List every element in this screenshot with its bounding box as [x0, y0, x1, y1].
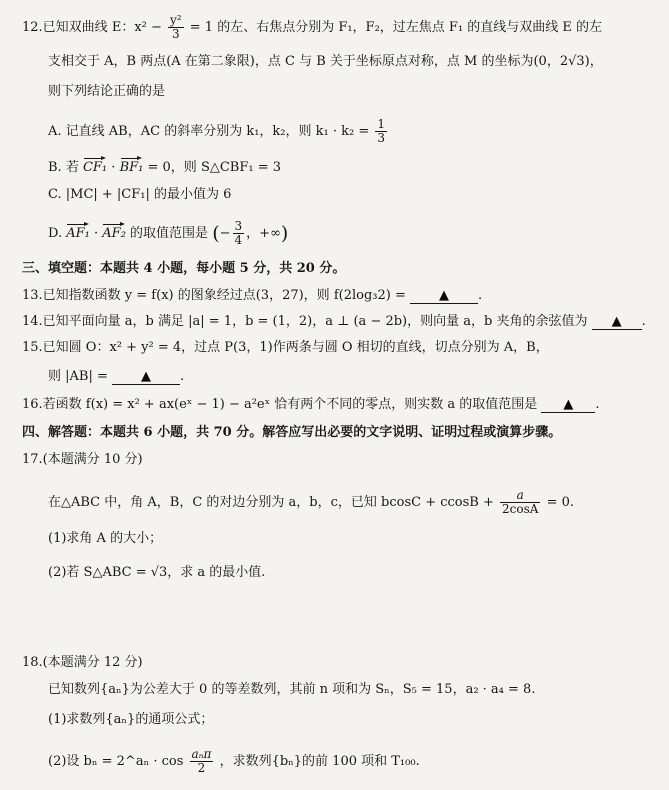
triangle-icon: ▲: [141, 369, 151, 384]
q14-period: .: [641, 314, 646, 329]
triangle-icon: ▲: [563, 397, 574, 412]
q17-fraction: [500, 489, 540, 516]
q17-fraction-den: 2cosA: [502, 502, 539, 516]
q16-period: .: [595, 397, 600, 412]
q18-fraction-den: 2: [197, 761, 206, 775]
q16-text: 16.若函数 f(x) = x² + ax(eˣ − 1) − a²eˣ 恰有两个不同的零点，则实数 a 的取值范围是: [22, 397, 538, 412]
q13-answer-blank[interactable]: [410, 289, 478, 304]
q18-statement: 已知数列{aₙ}为公差大于 0 的等差数列，其前 n 项和为 Sₙ，S₅ = 15，a₂ · a₄ = 8.: [48, 682, 536, 697]
q18-fraction-num: aₙπ: [191, 747, 212, 761]
q12-curve-rest: = 1 的左、右焦点分别为 F₁，F₂，过左焦点 F₁ 的直线与双曲线 E 的左: [189, 20, 603, 35]
q12-option-d-text: 的取值范围是: [130, 226, 209, 241]
q12-option-d: D. AF₁ · AF₂ 的取值范围是 (− $\frac{3}{4}$ ，+∞): [48, 219, 289, 247]
q15-text: 则 |AB| =: [48, 369, 108, 384]
q12-option-b-prefix: B. 若: [48, 160, 79, 175]
q18-part1: (1)求数列{aₙ}的通项公式；: [48, 712, 214, 727]
q12-line2: 支相交于 A，B 两点(A 在第二象限)，点 C 与 B 关于坐标原点对称，点 M 的坐标为(0，2√3)，: [48, 54, 603, 69]
vector-bf1: BF₁: [120, 157, 144, 176]
q18-part2-rest: ，求数列{bₙ}的前 100 项和 T₁₀₀.: [219, 754, 420, 769]
q17-text: 在△ABC 中，角 A，B，C 的对边分别为 a，b，c，已知 bcosC + ccosB +: [48, 495, 494, 510]
section4-title: 四、解答题：本题共 6 小题，共 70 分。解答应写出必要的文字说明、证明过程或演算步骤。: [22, 425, 562, 440]
q17-part2: (2)若 S△ABC = √3，求 a 的最小值.: [48, 565, 266, 580]
q12-option-a-num: 1: [377, 117, 386, 131]
vector-af1: AF₁: [66, 223, 90, 242]
q13: [22, 288, 482, 304]
triangle-icon: ▲: [439, 288, 449, 303]
q12-fraction-den: 3: [172, 27, 180, 41]
q15-line2: [48, 369, 184, 385]
q12-fraction: [168, 14, 184, 41]
q17-fraction-num: a: [500, 489, 540, 503]
q17-heading: 17.(本题满分 10 分): [22, 452, 143, 467]
q16: [22, 397, 600, 413]
q14-text: 14.已知平面向量 a，b 满足 |a| = 1，b = (1，2)，a ⊥ (a − 2b)，则向量 a，b 夹角的余弦值为: [22, 314, 588, 329]
q12-option-a-fraction: [375, 118, 387, 145]
q18-heading: 18.(本题满分 12 分): [22, 655, 143, 670]
q12-option-d-fraction: [233, 220, 245, 247]
q12-option-d-prefix: D.: [48, 226, 63, 241]
q17-part1: (1)求角 A 的大小；: [48, 531, 163, 546]
dot-operator: ·: [94, 226, 99, 241]
q18-part2: [48, 748, 420, 775]
q12-option-c: C. |MC| + |CF₁| 的最小值为 6: [48, 187, 232, 202]
q12-option-d-den: 4: [234, 233, 243, 247]
dot-operator: ·: [111, 160, 116, 175]
q12-intro: 12.已知双曲线: [22, 20, 108, 35]
q17-statement: [48, 489, 574, 516]
q13-text: 13.已知指数函数 y = f(x) 的图象经过点(3，27)，则 f(2log₃2) =: [22, 288, 406, 303]
q18-part2-text: (2)设 bₙ = 2^aₙ · cos: [48, 754, 184, 769]
vector-cf1: CF₁: [83, 157, 107, 176]
q18-fraction: [190, 748, 214, 775]
q12-option-a: [48, 118, 389, 145]
q12-fraction-num: y²: [170, 13, 182, 27]
q12-line3: 则下列结论正确的是: [48, 84, 166, 99]
q12-line1: [22, 14, 602, 41]
q12-option-b-rest: = 0，则 S△CBF₁ = 3: [147, 160, 282, 175]
section3-title: 三、填空题：本题共 4 小题，每小题 5 分，共 20 分。: [22, 261, 346, 276]
q12-option-a-text: A. 记直线 AB，AC 的斜率分别为 k₁，k₂，则 k₁ · k₂ =: [48, 124, 370, 139]
q14: [22, 314, 646, 330]
q15-line1: 15.已知圆 O：x² + y² = 4，过点 P(3，1)作两条与圆 O 相切的直线，切点分别为 A，B，: [22, 340, 549, 355]
q15-period: .: [180, 369, 185, 384]
q12-option-a-den: 3: [377, 131, 386, 145]
q12-curve-lhs: E：x² −: [111, 20, 162, 35]
q16-answer-blank[interactable]: [541, 398, 595, 413]
q14-answer-blank[interactable]: [592, 315, 642, 330]
q17-equals-zero: = 0.: [546, 495, 574, 510]
vector-af2: AF₂: [102, 223, 126, 242]
q13-period: .: [478, 288, 483, 303]
q12-option-d-num: 3: [234, 219, 243, 233]
q12-option-d-inf: ，+∞: [246, 226, 281, 241]
q12-option-b: [48, 157, 281, 176]
triangle-icon: ▲: [611, 314, 622, 329]
q15-answer-blank[interactable]: [112, 370, 180, 385]
